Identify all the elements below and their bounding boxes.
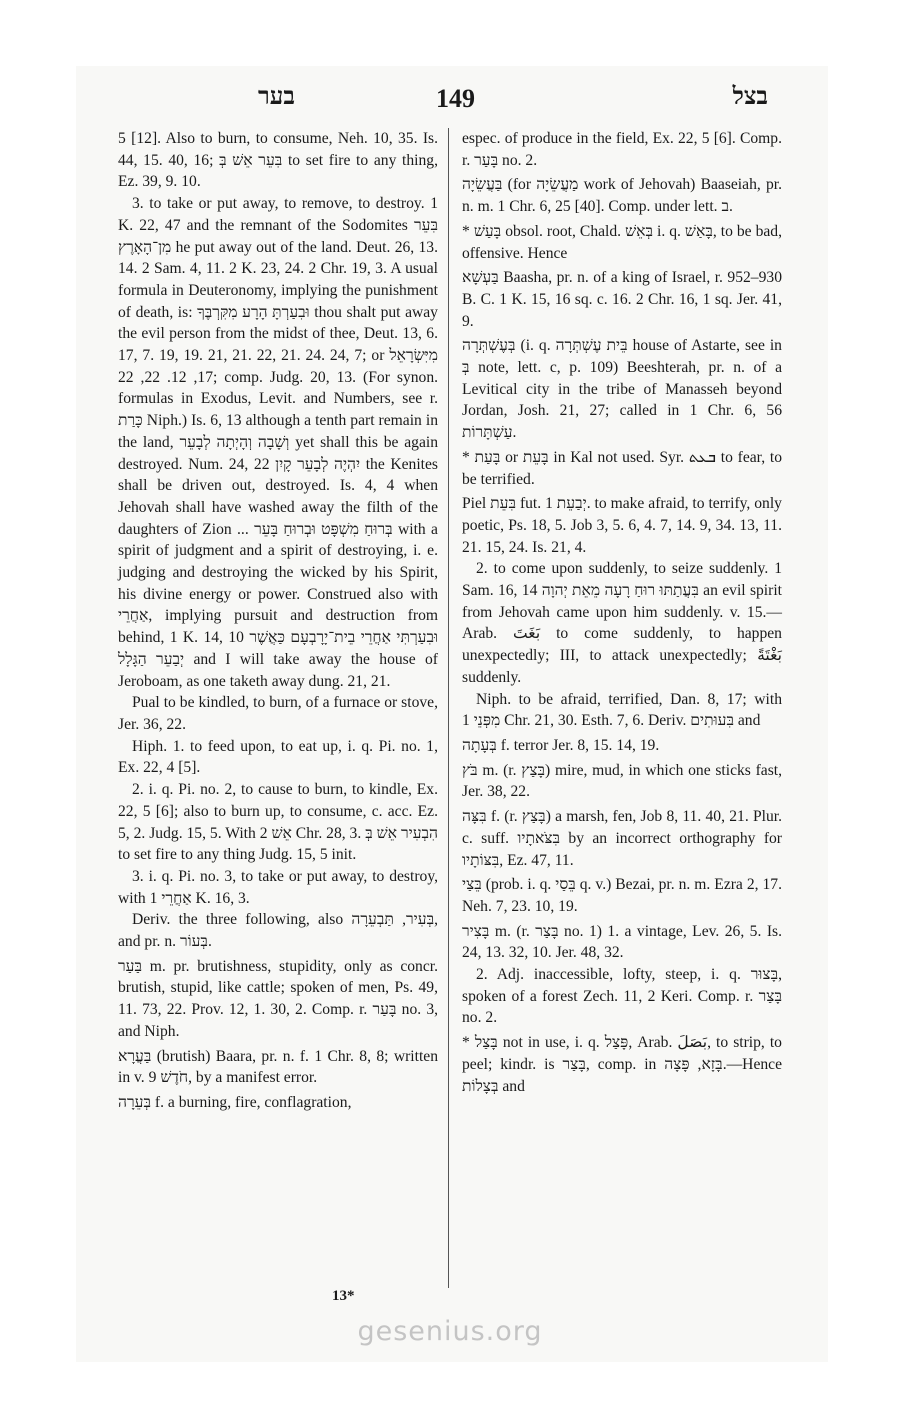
entry-paragraph: Hiph. 1. to feed upon, to eat up, i. q. Pi. no. 1, Ex. 22, 4 [5]. <box>118 737 438 777</box>
entry-paragraph: בְּעֶשְׁתְּרָה (i. q. בֵּית עֶשְׁתְּרָה house of Astarte, see in בְּ note, lett. c, p. 109) Beeshterah, pr. n. of a Levitical city in the tribe of Manasseh beyond Jordan, Josh. 21, 27; called in 1 Chr. 6, 56 עַשְׁתָּרוֹת. <box>462 337 782 442</box>
entry-paragraph: 3. i. q. Pi. no. 3, to take or put away, to destroy, with אַחֲרֵי 1 K. 16, 3. <box>118 867 438 907</box>
right-column <box>462 128 782 1097</box>
signature-mark: 13* <box>332 1288 355 1304</box>
entry-paragraph: בִּצָּה f. (r. בָּצַץ) a marsh, fen, Job 8, 11. 40, 21. Plur. c. suff. בִּצֹּאתָיו by an incorrect orthography for בִּצּוֹתָיו, Ez. 47, 11. <box>462 808 782 869</box>
entry-paragraph: בְּעֵרָה f. a burning, fire, conflagration, <box>118 1093 352 1111</box>
entry-paragraph: בֵּצַי (prob. i. q. בֵּסַי q. v.) Bezai, pr. n. m. Ezra 2, 17. Neh. 7, 23. 10, 19. <box>462 876 782 915</box>
entry-paragraph: * בָּעַשׁ obsol. root, Chald. בְּאֵשׁ i. q. בָּאַשׁ, to be bad, offensive. Hence <box>462 222 783 262</box>
entry-paragraph: בְּעָתָה f. terror Jer. 8, 15. 14, 19. <box>462 736 660 754</box>
watermark: gesenius.org <box>357 1316 543 1347</box>
column-divider <box>448 128 449 1288</box>
entry-paragraph: espec. of produce in the field, Ex. 22, 5 [6]. Comp. r. בָּעַר no. 2. <box>462 130 782 169</box>
entry-paragraph: בָּצִיר m. (r. בָּצַר no. 1) 1. a vintage, Lev. 26, 5. Is. 24, 13. 32, 10. Jer. 48, 32. <box>462 922 782 962</box>
entry-paragraph: בַּעֲשֵׂיָה (for מַעֲשֵׂיָה work of Jehovah) Baaseiah, pr. n. m. 1 Chr. 6, 25 [40]. Comp. under lett. ב. <box>462 176 782 216</box>
entry-paragraph: Deriv. the three following, also בְּעִיר, תַּבְעֵרָה, and pr. n. בְּעוֹר. <box>118 911 438 951</box>
entry-paragraph: 2. to come upon suddenly, to seize suddenly. 1 Sam. 16, 14 בִּעֲתַתּוּ רוּחַ רָעָה מֵאֵת יְהוָה an evil spirit from Jehovah came upon him suddenly. v. 15.—Arab. بَغَتَ to come suddenly, to happen unexpectedly; III, to attack unexpectedly; بَغْتَةً suddenly. <box>462 560 782 686</box>
right-running-headword: בצל <box>732 84 768 110</box>
entry-paragraph: בַּעַר m. pr. brutishness, stupidity, only as concr. brutish, stupid, like cattle; spoken of men, Ps. 49, 11. 73, 22. Prov. 12, 1. 30, 2. Comp. r. בָּעַר no. 3, and Niph. <box>118 957 439 1040</box>
entry-paragraph: * בָּעַת or בָּעֵת in Kal not used. Syr. ܒܥܬ to fear, to be terrified. <box>462 448 782 488</box>
entry-paragraph: Pual to be kindled, to burn, of a furnace or stove, Jer. 36, 22. <box>118 694 438 733</box>
left-column <box>118 128 438 1114</box>
entry-paragraph: בַּעֲרָא (brutish) Baara, pr. n. f. 1 Chr. 8, 8; written in v. 9 חֹדֶשׁ, by a manifest error. <box>118 1047 438 1087</box>
entry-paragraph: בַּעְשָׁא Baasha, pr. n. of a king of Israel, r. 952–930 B. C. 1 K. 15, 16 sq. c. 16. 2 Chr. 16, 1 sq. Jer. 41, 9. <box>462 269 782 330</box>
entry-paragraph: 3. to take or put away, to remove, to destroy. 1 K. 22, 47 and the remnant of the Sodomites בִּעֵר מִן־הָאָרֶץ he put away out of the land. Deut. 26, 13. 14. 2 Sam. 4, 11. 2 K. 23, 24. 2 Chr. 19, 3. A usual formula in Deuteronomy, implying the punishment of death, is: וּבִעַרְתָּ הָרָע מִקִּרְבֶּךָ thou shalt put away the evil person from the midst of thee, Deut. 13, 6. 17, 7. 19, 19. 21, 21. 22, 21. 24. 24, 7; or מִיִּשְׂרָאֵל 17, 12. 22, 22; comp. Judg. 20, 13. (For synon. formulas in Exodus, Levit. and Numbers, see r. כָּרַת Niph.) Is. 6, 13 although a tenth part remain in the land, וְשָׁבָה וְהָיְתָה לְבָעֵר yet shall this be again destroyed. Num. 24, 22 יִהְיֶה לְבָעֵר קָיִן the Kenites shall be driven out, destroyed. Is. 4, 4 when Jehovah shall have washed away the filth of the daughters of Zion ... בְּרוּחַ מִשְׁפָּט וּבְרוּחַ בָּעֵר with a spirit of judgment and a spirit of destroying, i. e. judging and destroying the wicked by his Spirit, his divine energy or power. Construed also with אַחֲרֵי, implying pursuit and destruction from behind, 1 K. 14, 10 וּבִעַרְתִּי אַחֲרֵי בֵית־יָרָבְעָם כַּאֲשֶׁר יְבַעֵר הַגָּלָל and I will take away the house of Jeroboam, as one taketh away dung. 21, 21. <box>118 195 439 690</box>
page-header <box>76 84 828 124</box>
entry-paragraph: 5 [12]. Also to burn, to consume, Neh. 10, 35. Is. 44, 15. 40, 16; בִּעֵר אֵשׁ בְּ to set fire to any thing, Ez. 39, 9. 10. <box>118 130 438 191</box>
entry-paragraph: Niph. to be afraid, terrified, Dan. 8, 17; with מִפְּנֵי 1 Chr. 21, 30. Esth. 7, 6. Deriv. בִּעוּתִים and <box>462 690 782 730</box>
left-running-headword: בער <box>258 84 295 110</box>
page-number: 149 <box>436 84 475 113</box>
entry-paragraph: 2. Adj. inaccessible, lofty, steep, i. q. בָּצוּר, spoken of a forest Zech. 11, 2 Keri. Comp. r. בָּצַר no. 2. <box>462 966 782 1027</box>
entry-paragraph: בֹּץ m. (r. בָּצַץ) mire, mud, in which one sticks fast, Jer. 38, 22. <box>462 761 782 801</box>
dictionary-page <box>76 66 828 1362</box>
entry-paragraph: Piel בִּעֵת fut. יְבַעֵת 1. to make afraid, to terrify, only poetic, Ps. 18, 5. Job 3, 5. 6, 4. 7, 14. 9, 34. 13, 11. 21. 15, 24. Is. 21, 4. <box>462 495 782 556</box>
entry-paragraph: * בָּצַל not in use, i. q. פָּצַל, Arab. بَصَلَ, to strip, to peel; kindr. is בָּצַר, comp. in בָּזָא, פָּצָה.—Hence בְּצָלוֹת and <box>462 1034 783 1095</box>
entry-paragraph: 2. i. q. Pi. no. 2, to cause to burn, to kindle, Ex. 22, 5 [6]; also to burn up, to consume, c. acc. Ez. 5, 2. Judg. 15, 5. With אֵשׁ 2 Chr. 28, 3. הִבְעִיר אֵשׁ בְּ to set fire to any thing Judg. 15, 5 init. <box>118 781 439 864</box>
